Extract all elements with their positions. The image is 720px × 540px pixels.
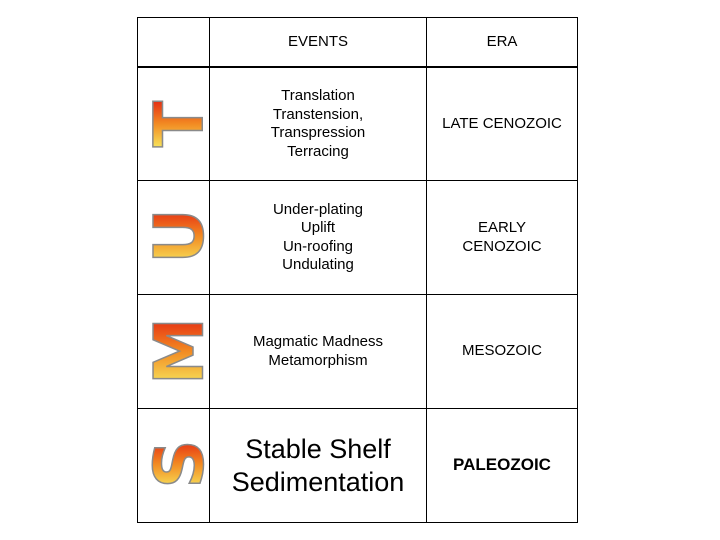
- row-u-era: [427, 181, 577, 294]
- era-label: MESOZOIC: [461, 342, 542, 360]
- era-label: EARLY: [477, 219, 527, 236]
- event-line: Transtension,: [272, 105, 364, 123]
- letter-m: M: [140, 317, 220, 385]
- row-m-era: [427, 295, 577, 408]
- event-line: Translation: [281, 87, 355, 104]
- row-s-events: [210, 409, 426, 522]
- table-border-right: [577, 17, 578, 523]
- event-line: Un-roofing: [282, 237, 354, 255]
- letter-s: S: [140, 439, 220, 489]
- row-m-events: [210, 295, 426, 408]
- letter-u: U: [140, 208, 220, 264]
- event-line: Sedimentation: [231, 466, 405, 497]
- event-line: Stable Shelf: [245, 433, 391, 464]
- event-line: Magmatic Madness: [252, 333, 384, 350]
- row-s-era: [427, 409, 577, 522]
- row-u-events: [210, 181, 426, 294]
- header-era-label: ERA: [486, 33, 518, 51]
- header-events: [210, 18, 426, 67]
- event-line: Undulating: [282, 256, 354, 273]
- header-era: [427, 18, 577, 67]
- event-line: Under-plating: [272, 200, 364, 218]
- event-line: Transpression: [270, 124, 366, 141]
- era-label: LATE CENOZOIC: [442, 114, 562, 132]
- table-border-left: [137, 17, 138, 523]
- era-label: PALEOZOIC: [453, 455, 551, 475]
- event-line: Metamorphism: [268, 351, 368, 369]
- row-t-events: [210, 68, 426, 180]
- header-events-label: EVENTS: [287, 33, 348, 51]
- table-border-bottom: [137, 522, 578, 523]
- letter-t: T: [140, 100, 220, 148]
- event-line: Terracing: [287, 142, 349, 160]
- event-line: Uplift: [300, 219, 336, 236]
- row-t-era: [427, 68, 577, 180]
- era-label: CENOZOIC: [462, 237, 542, 255]
